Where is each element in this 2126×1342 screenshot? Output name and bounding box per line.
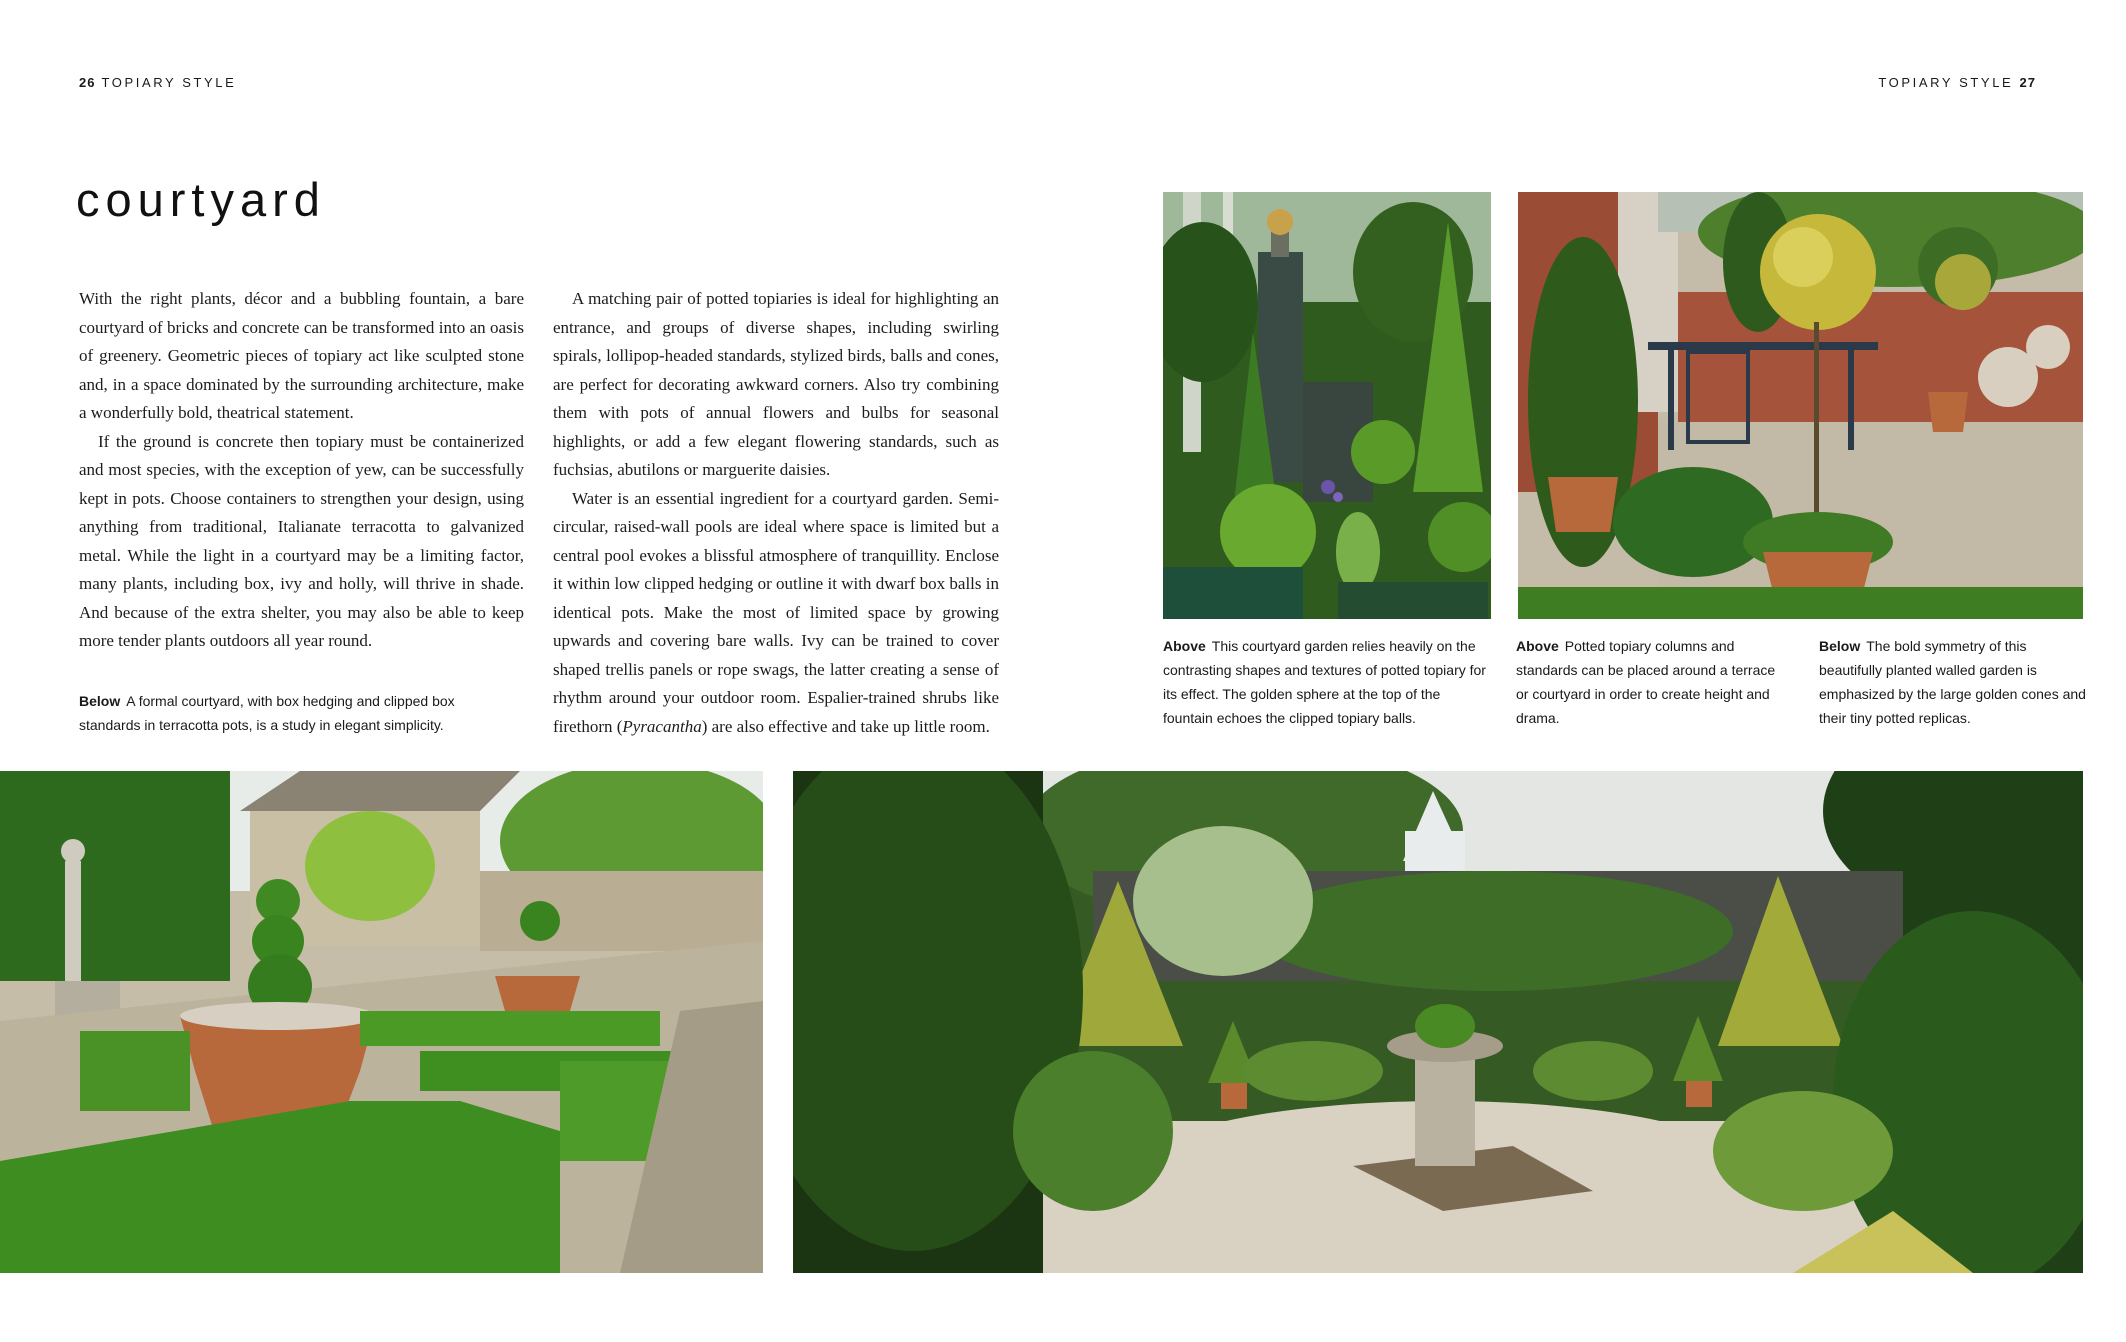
body-paragraph: A matching pair of potted topiaries is ideal for highlighting an entrance, and groups of diverse shapes, including swirling spirals, lollipop-headed standards, stylized birds, balls and cones, are perfect for decorating awkward corners. Also try combining them with pots of annual flowers and bulbs for seasonal highlights, or add a few elegant flowering standards, such as fuchsias, abutilons or marguerite daisies. [553,289,999,479]
caption-text: The bold symmetry of this beautifully planted walled garden is emphasized by the large golden cones and their tiny potted replicas. [1819,638,2086,726]
photo-formal-courtyard [0,771,763,1273]
caption-lead: Above [1516,638,1559,654]
folio-right [1878,75,2036,90]
photo-terrace [1518,192,2083,619]
caption-text: This courtyard garden relies heavily on the contrasting shapes and textures of potted topiary for its effect. The golden sphere at the top of the fountain echoes the clipped topiary balls. [1163,638,1486,726]
body-paragraph: If the ground is concrete then topiary must be containerized and most species, with the exception of yew, can be successfully kept in pots. Choose containers to strengthen your design, using anything from traditional, Italianate terracotta to galvanized metal. While the light in a courtyard may be a limiting factor, many plants, including box, ivy and holly, will thrive in shade. And because of the extra shelter, you may also be able to keep more tender plants outdoors all year round. [79,431,524,650]
caption-text: A formal courtyard, with box hedging and clipped box standards in terracotta pots, is a study in elegant simplicity. [79,693,455,733]
running-head-right: TOPIARY STYLE [1878,75,2014,90]
photo-fountain-garden [1163,192,1491,619]
body-paragraph [553,485,999,742]
caption-text: Potted topiary columns and standards can be placed around a terrace or courtyard in order to create height and drama. [1516,638,1776,726]
caption-fountain-garden [1163,634,1493,730]
caption-lead: Above [1163,638,1206,654]
page-number-left: 26 [79,75,96,90]
caption-terrace [1516,634,1786,730]
caption-walled-garden [1819,634,2087,730]
body-paragraph: With the right plants, décor and a bubbling fountain, a bare courtyard of bricks and concrete can be transformed into an oasis of greenery. Geometric pieces of topiary act like sculpted stone and, in a space dominated by the surrounding architecture, make a wonderfully bold, theatrical statement. [79,289,524,422]
body-text: Water is an essential ingredient for a courtyard garden. Semi-circular, raised-wall pools are ideal where space is limited but a central pool evokes a blissful atmosphere of tranquillity. Enclose it within low clipped hedging or outline it with dwarf box balls in identical pots. Make the most of limited space by growing upwards and covering bare walls. Ivy can be trained to cover shaped trellis panels or rope swags, the latter creating a sense of rhythm around your outdoor room. Espalier-trained shrubs like firethorn ( [553,488,999,736]
body-column-2 [553,285,999,741]
page-number-right: 27 [2019,75,2036,90]
caption-lead: Below [79,693,121,709]
caption-formal-courtyard [79,689,509,737]
folio-left [79,75,236,90]
photo-walled-garden [793,771,2083,1273]
body-column-1 [79,285,524,656]
caption-lead: Below [1819,638,1861,654]
latin-name: Pyracantha [622,716,702,736]
body-text: ) are also effective and take up little room. [701,716,990,736]
chapter-title: courtyard [76,173,326,226]
running-head-left: TOPIARY STYLE [101,75,237,90]
